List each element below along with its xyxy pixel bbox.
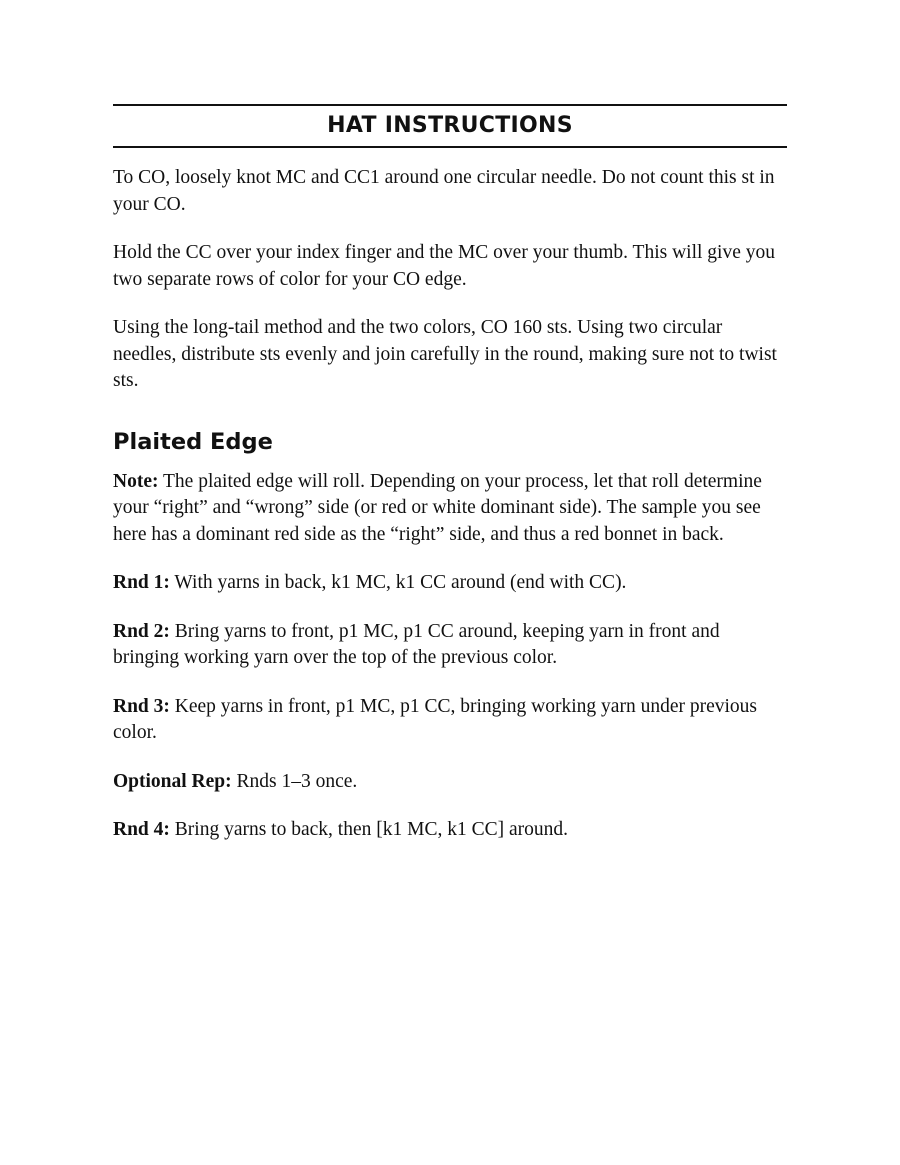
round-3-label: Rnd 3: xyxy=(113,695,170,717)
intro-paragraph: Using the long-tail method and the two colors, CO 160 sts. Using two circular needles, distribute sts evenly and join carefully in the round, making sure not to twist sts. xyxy=(113,317,777,391)
round-3-text: Keep yarns in front, p1 MC, p1 CC, bringing working yarn under previous color. xyxy=(113,695,757,743)
round-4-text: Bring yarns to back, then [k1 MC, k1 CC] around. xyxy=(169,819,568,840)
intro-paragraph: Hold the CC over your index finger and the MC over your thumb. This will give you two separate rows of color for your CO edge. xyxy=(113,242,776,290)
round-2-text: Bring yarns to front, p1 MC, p1 CC around, keeping yarn in front and bringing working yarn over the top of the previous color. xyxy=(113,620,720,668)
round-1-label: Rnd 1: xyxy=(113,572,170,593)
note-text: The plaited edge will roll. Depending on your process, let that roll determine your “right” and “wrong” side (or red or white dominant side). The sample you see here has a dominant red side as the “right” side, and thus a red bonnet in back. xyxy=(113,470,762,545)
optional-repeat-paragraph xyxy=(113,769,787,796)
document-page xyxy=(113,104,787,844)
title-bottom-rule xyxy=(113,146,787,148)
page-title: HAT INSTRUCTIONS xyxy=(327,113,573,138)
optional-repeat-text: Rnds 1–3 once. xyxy=(231,770,358,792)
note-paragraph xyxy=(113,469,787,549)
optional-repeat-label: Optional Rep: xyxy=(113,770,232,792)
note-label: Note: xyxy=(113,470,159,492)
round-4-paragraph xyxy=(113,817,787,844)
section-heading: Plaited Edge xyxy=(113,428,273,455)
round-2-label: Rnd 2: xyxy=(113,620,170,642)
round-3-paragraph xyxy=(113,694,787,747)
round-1-paragraph xyxy=(113,570,787,597)
intro-paragraph: To CO, loosely knot MC and CC1 around one circular needle. Do not count this st in your CO. xyxy=(113,167,775,215)
round-2-paragraph xyxy=(113,619,787,672)
round-4-label: Rnd 4: xyxy=(113,819,170,840)
round-1-text: With yarns in back, k1 MC, k1 CC around (end with CC). xyxy=(169,572,627,593)
